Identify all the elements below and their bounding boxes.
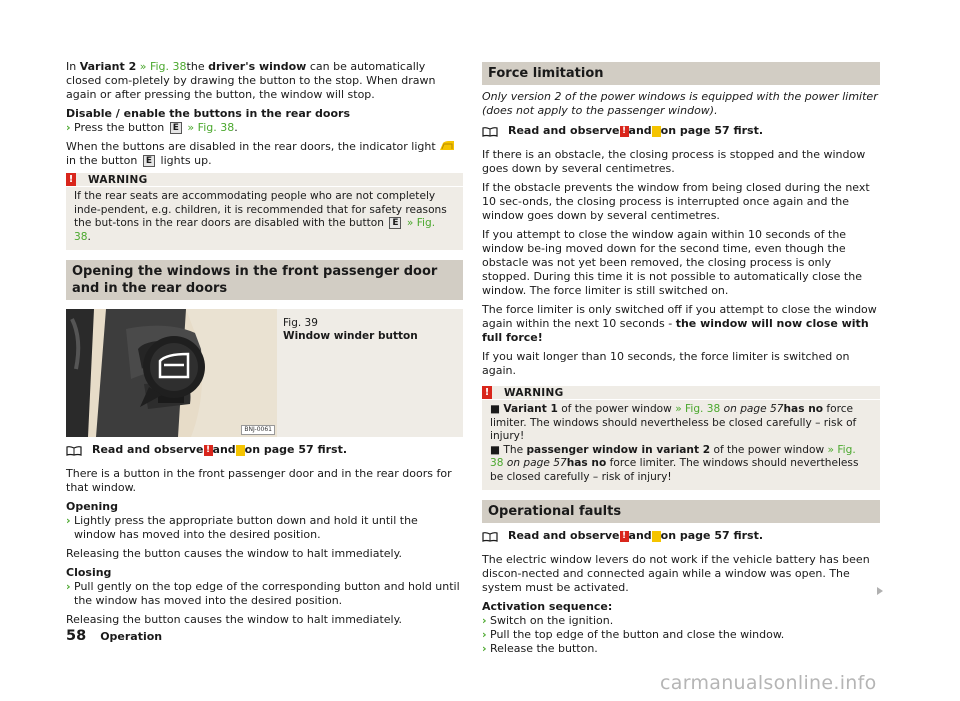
activation-step: › Pull the top edge of the button and close the window. bbox=[482, 628, 785, 641]
note-icon bbox=[236, 445, 245, 456]
left-column bbox=[66, 60, 463, 632]
fig-38-link[interactable]: » Fig. 38 bbox=[675, 403, 721, 415]
opening-release-paragraph: Releasing the button causes the window to halt immediately. bbox=[66, 547, 403, 560]
fig-38-link[interactable]: » Fig. 38 bbox=[136, 60, 187, 73]
activation-step: › Release the button. bbox=[482, 642, 598, 655]
key-e-icon: E bbox=[170, 122, 182, 134]
warning-text bbox=[482, 400, 880, 490]
force-paragraph-2: If the obstacle prevents the window from being closed during the next 10 sec-onds, the closing process is interrupted once again and the window goes down by several centimetres. bbox=[482, 181, 870, 222]
warning-icon: ! bbox=[204, 445, 213, 456]
force-paragraph-3: If you attempt to close the window again within 10 seconds of the window be-ing moved down for the second time, even though the obstacle was not yet been removed, the closing process is only stopped. During this time it is not possible to automatically close the window. The force limiter is still switched on. bbox=[482, 228, 862, 297]
warning-text: If the rear seats are accommodating people who are not completely inde-pendent, e.g. children, it is recommended that for safety reasons the but-tons in the rear doors are disabled with the button E » Fig. 38. bbox=[74, 190, 447, 243]
warning-bullet: ■ Variant 1 of the power window » Fig. 38 on page 57has no force limiter. The windows should nevertheless be closed carefully – risk of injury! bbox=[490, 403, 857, 442]
window-winder-illustration bbox=[66, 309, 277, 437]
book-icon bbox=[482, 531, 498, 542]
note-icon bbox=[652, 531, 661, 542]
variant-paragraph: In Variant 2 » Fig. 38the driver's window can be automatically closed com-pletely by drawing the button to the stop. When drawn again or after pressing the button, the window will stop. bbox=[66, 60, 436, 101]
opening-step: › Lightly press the appropriate button down and hold it until the window has moved into the desired position. bbox=[66, 514, 418, 541]
fig-38-link[interactable]: » Fig. 38 bbox=[74, 217, 436, 243]
key-e-icon: E bbox=[143, 155, 155, 167]
warning-box bbox=[482, 386, 880, 490]
continue-arrow-icon bbox=[876, 587, 884, 595]
warning-box bbox=[66, 173, 463, 250]
fig-38-link[interactable]: » Fig. 38 bbox=[490, 443, 856, 469]
bullet-arrow-icon: › bbox=[66, 514, 71, 527]
fig-38-link[interactable]: » Fig. 38 bbox=[183, 121, 235, 134]
page-number: 58 bbox=[66, 628, 87, 644]
warning-icon: ! bbox=[620, 126, 629, 137]
force-paragraph-5: If you wait longer than 10 seconds, the force limiter is switched on again. bbox=[482, 350, 850, 377]
figure-caption bbox=[277, 309, 424, 437]
warning-title: WARNING bbox=[88, 173, 148, 186]
warning-title: WARNING bbox=[504, 386, 564, 399]
section-title-operational-faults: Operational faults bbox=[482, 500, 880, 523]
bullet-arrow-icon: › bbox=[482, 614, 487, 627]
warning-bullet: ■ The passenger window in variant 2 of the power window » Fig. 38 on page 57has no force limiter. The windows should nevertheless be closed carefully – risk of injury! bbox=[490, 443, 859, 483]
book-icon bbox=[482, 126, 498, 137]
force-intro: Only version 2 of the power windows is equipped with the power limiter (does not apply to the passenger window). bbox=[482, 90, 878, 117]
footer-section: Operation bbox=[100, 630, 163, 643]
bullet-arrow-icon: › bbox=[66, 580, 71, 593]
figure-label: Fig. 39 bbox=[283, 317, 318, 329]
disabled-paragraph: When the buttons are disabled in the rear doors, the indicator light in the button E lights up. bbox=[66, 140, 463, 168]
activation-heading: Activation sequence: bbox=[482, 600, 613, 613]
opening-heading: Opening bbox=[66, 500, 118, 513]
read-and-observe: Read and observe ! and on page 57 first. bbox=[482, 124, 880, 138]
figure-code: BNJ-0061 bbox=[241, 425, 275, 435]
section-title-force-limitation: Force limitation bbox=[482, 62, 880, 85]
bullet-arrow-icon: › bbox=[66, 121, 71, 134]
warning-icon: ! bbox=[66, 173, 76, 186]
note-icon bbox=[652, 126, 661, 137]
read-and-observe: Read and observe ! and on page 57 first. bbox=[66, 443, 463, 457]
bullet-arrow-icon: › bbox=[482, 642, 487, 655]
force-paragraph-1: If there is an obstacle, the closing process is stopped and the window goes down by several centimetres. bbox=[482, 148, 866, 175]
disable-heading: Disable / enable the buttons in the rear doors bbox=[66, 107, 351, 120]
watermark: carmanualsonline.info bbox=[660, 672, 877, 694]
key-e-icon: E bbox=[389, 217, 401, 229]
page-footer bbox=[66, 628, 162, 644]
section-title-opening-windows: Opening the windows in the front passenger door and in the rear doors bbox=[66, 260, 463, 300]
faults-paragraph: The electric window levers do not work if the vehicle battery has been discon-nected and connected again while a window was open. The system must be activated. bbox=[482, 553, 870, 594]
closing-step: › Pull gently on the top edge of the corresponding button and hold until the window has moved into the desired position. bbox=[66, 580, 460, 607]
activation-step: › Switch on the ignition. bbox=[482, 614, 614, 627]
disable-step: › Press the button E » Fig. 38. bbox=[66, 121, 238, 134]
intro-paragraph: There is a button in the front passenger door and in the rear doors for that window. bbox=[66, 467, 452, 494]
door-panel-image bbox=[66, 309, 277, 437]
closing-heading: Closing bbox=[66, 566, 112, 579]
indicator-light-icon bbox=[439, 140, 455, 151]
bullet-arrow-icon: › bbox=[482, 628, 487, 641]
read-and-observe: Read and observe ! and on page 57 first. bbox=[482, 529, 880, 543]
book-icon bbox=[66, 445, 82, 456]
closing-release-paragraph: Releasing the button causes the window to halt immediately. bbox=[66, 613, 403, 626]
figure-39 bbox=[66, 309, 463, 437]
right-column bbox=[482, 60, 880, 656]
figure-caption-text: Window winder button bbox=[283, 330, 418, 342]
force-paragraph-4: The force limiter is only switched off if you attempt to close the window again within the next 10 seconds - the window will now close with full force! bbox=[482, 303, 877, 344]
warning-icon: ! bbox=[482, 386, 492, 399]
warning-icon: ! bbox=[620, 531, 629, 542]
